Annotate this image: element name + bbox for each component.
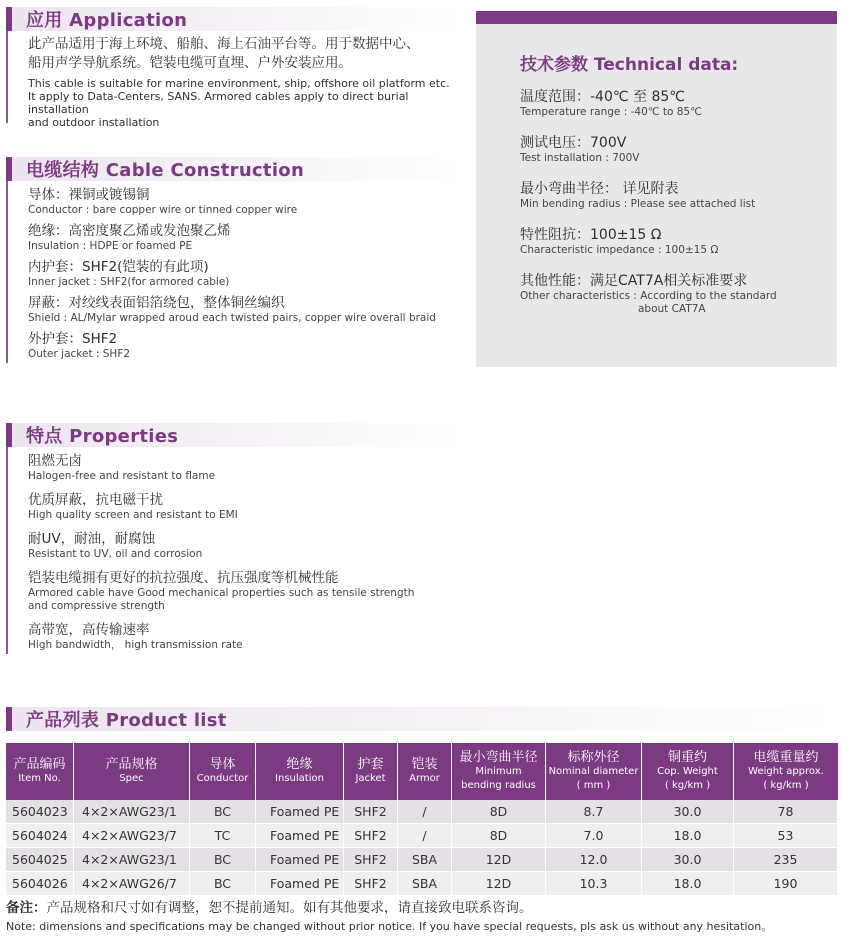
cell-nominal-diameter: 8.7 <box>546 800 642 824</box>
cell-item-no: 5604025 <box>6 848 74 872</box>
cell-copper-weight: 18.0 <box>642 824 734 848</box>
cell-cable-weight: 53 <box>734 824 838 848</box>
product-list-title: 产品列表 Product list <box>26 710 227 731</box>
technical-item <box>520 89 837 119</box>
technical-item-en: Temperature range : -40℃ to 85℃ <box>520 106 702 118</box>
cell-insulation: Foamed PE <box>256 848 344 872</box>
application-section <box>6 7 466 129</box>
cell-bending-radius: 12D <box>452 848 546 872</box>
section-marker <box>6 707 12 731</box>
property-item <box>28 570 466 613</box>
technical-item-cn: 特性阻抗：100±15 Ω <box>520 227 662 243</box>
property-item-en: Resistant to UV, oil and corrosion <box>28 548 203 560</box>
column-header-armor: 铠装 Armor <box>398 743 452 800</box>
construction-item <box>28 331 466 361</box>
properties-header <box>6 423 466 447</box>
table-row <box>6 800 838 824</box>
property-item <box>28 453 466 483</box>
property-item-en: High bandwidth， high transmission rate <box>28 639 243 651</box>
cell-cable-weight: 190 <box>734 872 838 896</box>
table-row <box>6 872 838 896</box>
property-item <box>28 531 466 561</box>
technical-data-panel <box>476 11 837 367</box>
application-en-line: This cable is suitable for marine environment, ship, offshore oil platform etc. <box>28 77 450 90</box>
property-item-en: Armored cable have Good mechanical properties such as tensile strength <box>28 587 415 599</box>
cell-armor: / <box>398 800 452 824</box>
cell-copper-weight: 30.0 <box>642 848 734 872</box>
cell-cable-weight: 78 <box>734 800 838 824</box>
property-item-en: Halogen-free and resistant to flame <box>28 470 216 482</box>
construction-item-en: Outer jacket : SHF2 <box>28 348 131 360</box>
cell-bending-radius: 8D <box>452 800 546 824</box>
construction-section <box>6 157 466 363</box>
cell-conductor: BC <box>190 872 256 896</box>
technical-item-en: Test installation : 700V <box>520 152 640 164</box>
cell-jacket: SHF2 <box>344 848 398 872</box>
cell-nominal-diameter: 7.0 <box>546 824 642 848</box>
property-item-cn: 阻燃无卤 <box>28 453 82 469</box>
product-table-body <box>6 800 838 896</box>
properties-body <box>6 447 466 654</box>
cell-conductor: TC <box>190 824 256 848</box>
footnote-cn-text: 产品规格和尺寸如有调整，恕不提前通知。如有其他要求，请直接致电联系咨询。 <box>46 900 533 916</box>
property-item-cn: 耐UV，耐油，耐腐蚀 <box>28 531 156 547</box>
construction-item-cn: 绝缘：高密度聚乙烯或发泡聚乙烯 <box>28 223 231 239</box>
cell-armor: / <box>398 824 452 848</box>
cell-armor: SBA <box>398 848 452 872</box>
technical-item-en-cont: about CAT7A <box>638 303 706 315</box>
cell-copper-weight: 18.0 <box>642 872 734 896</box>
technical-item-en: Min bending radius : Please see attached list <box>520 198 756 210</box>
properties-title: 特点 Properties <box>26 426 179 447</box>
cell-item-no: 5604023 <box>6 800 74 824</box>
cell-nominal-diameter: 10.3 <box>546 872 642 896</box>
cell-spec: 4×2×AWG23/1 <box>74 848 190 872</box>
property-item-en: High quality screen and resistant to EMI <box>28 509 238 521</box>
construction-body <box>6 181 466 363</box>
product-table <box>6 743 838 896</box>
column-header-insulation: 绝缘 Insulation <box>256 743 344 800</box>
technical-item-en: Other characteristics : According to the standard <box>520 290 777 302</box>
cell-insulation: Foamed PE <box>256 824 344 848</box>
technical-item <box>520 273 837 316</box>
table-row <box>6 824 838 848</box>
section-marker <box>6 423 12 447</box>
cell-conductor: BC <box>190 800 256 824</box>
technical-item <box>520 181 837 211</box>
construction-item <box>28 295 466 325</box>
construction-item-cn: 外护套：SHF2 <box>28 331 118 347</box>
technical-item-cn: 其他性能：满足CAT7A相关标准要求 <box>520 273 748 289</box>
application-header <box>6 7 466 31</box>
table-row <box>6 848 838 872</box>
application-cn-line: 船用声学导航系统。铠装电缆可直埋、户外安装应用。 <box>28 55 352 71</box>
technical-item-cn: 温度范围：-40℃ 至 85℃ <box>520 89 686 105</box>
product-list-section <box>6 707 838 731</box>
column-header-conductor: 导体 Conductor <box>190 743 256 800</box>
column-header-nominal-diameter: 标称外径 Nominal diameter ( mm ) <box>546 743 642 800</box>
property-item <box>28 622 466 652</box>
column-header-spec: 产品规格 Spec <box>74 743 190 800</box>
technical-item-cn: 最小弯曲半径： 详见附表 <box>520 181 679 197</box>
footnote <box>6 896 772 934</box>
cell-cable-weight: 235 <box>734 848 838 872</box>
cell-conductor: BC <box>190 848 256 872</box>
technical-item-en: Characteristic impedance : 100±15 Ω <box>520 244 719 256</box>
property-item-cn: 优质屏蔽，抗电磁干扰 <box>28 492 163 508</box>
section-marker <box>6 157 12 181</box>
application-en-line: It apply to Data-Centers, SANS. Armored cables apply to direct burial installation <box>28 90 409 116</box>
column-header-jacket: 护套 Jacket <box>344 743 398 800</box>
cell-item-no: 5604024 <box>6 824 74 848</box>
footnote-en: Note: dimensions and specifications may be changed without prior notice. If you have special requests, pls ask us without any hesitation。 <box>6 920 773 933</box>
cell-copper-weight: 30.0 <box>642 800 734 824</box>
technical-item <box>520 227 837 257</box>
construction-item-en: Conductor : bare copper wire or tinned copper wire <box>28 204 298 216</box>
construction-item <box>28 259 466 289</box>
construction-title: 电缆结构 Cable Construction <box>26 160 305 181</box>
technical-item-cn: 测试电压：700V <box>520 135 627 151</box>
construction-item <box>28 223 466 253</box>
cell-insulation: Foamed PE <box>256 800 344 824</box>
properties-section <box>6 423 466 654</box>
cell-item-no: 5604026 <box>6 872 74 896</box>
construction-item-cn: 内护套：SHF2(铠装的有此项) <box>28 259 209 275</box>
technical-data-title: 技术参数 Technical data: <box>520 55 739 75</box>
property-item <box>28 492 466 522</box>
property-item-cn: 铠装电缆拥有更好的抗拉强度、抗压强度等机械性能 <box>28 570 339 586</box>
construction-item <box>28 187 466 217</box>
technical-panel-top-bar <box>476 11 837 24</box>
cell-bending-radius: 8D <box>452 824 546 848</box>
construction-item-cn: 导体：裸铜或镀锡铜 <box>28 187 150 203</box>
cell-bending-radius: 12D <box>452 872 546 896</box>
footnote-label: 备注： <box>6 900 47 916</box>
application-body <box>6 31 466 129</box>
technical-item <box>520 135 837 165</box>
column-header-copper-weight: 铜重约 Cop. Weight ( kg/km ) <box>642 743 734 800</box>
application-cn-line: 此产品适用于海上环境、船舶、海上石油平台等。用于数据中心、 <box>28 36 420 52</box>
property-item-cn: 高带宽，高传输速率 <box>28 622 150 638</box>
cell-jacket: SHF2 <box>344 800 398 824</box>
application-en-line: and outdoor installation <box>28 116 160 129</box>
construction-item-en: Inner jacket : SHF2(for armored cable) <box>28 276 230 288</box>
cell-spec: 4×2×AWG26/7 <box>74 872 190 896</box>
construction-item-cn: 屏蔽：对绞线表面铝箔绕包，整体铜丝编织 <box>28 295 285 311</box>
table-header-row <box>6 743 838 800</box>
column-header-item-no: 产品编码 Item No. <box>6 743 74 800</box>
cell-nominal-diameter: 12.0 <box>546 848 642 872</box>
section-marker <box>6 7 12 31</box>
cell-spec: 4×2×AWG23/1 <box>74 800 190 824</box>
cell-jacket: SHF2 <box>344 824 398 848</box>
technical-data-list <box>520 89 837 316</box>
construction-header <box>6 157 466 181</box>
product-list-header <box>6 707 838 731</box>
column-header-bending-radius: 最小弯曲半径 Minimum bending radius <box>452 743 546 800</box>
cell-jacket: SHF2 <box>344 872 398 896</box>
application-title: 应用 Application <box>26 10 188 31</box>
construction-item-en: Shield : AL/Mylar wrapped aroud each twisted pairs, copper wire overall braid <box>28 312 436 324</box>
cell-spec: 4×2×AWG23/7 <box>74 824 190 848</box>
property-item-en-cont: and compressive strength <box>28 600 165 612</box>
footnote-cn <box>6 896 772 916</box>
cell-insulation: Foamed PE <box>256 872 344 896</box>
cell-armor: SBA <box>398 872 452 896</box>
column-header-cable-weight: 电缆重量约 Weight approx. ( kg/km ) <box>734 743 838 800</box>
construction-item-en: Insulation : HDPE or foamed PE <box>28 240 193 252</box>
